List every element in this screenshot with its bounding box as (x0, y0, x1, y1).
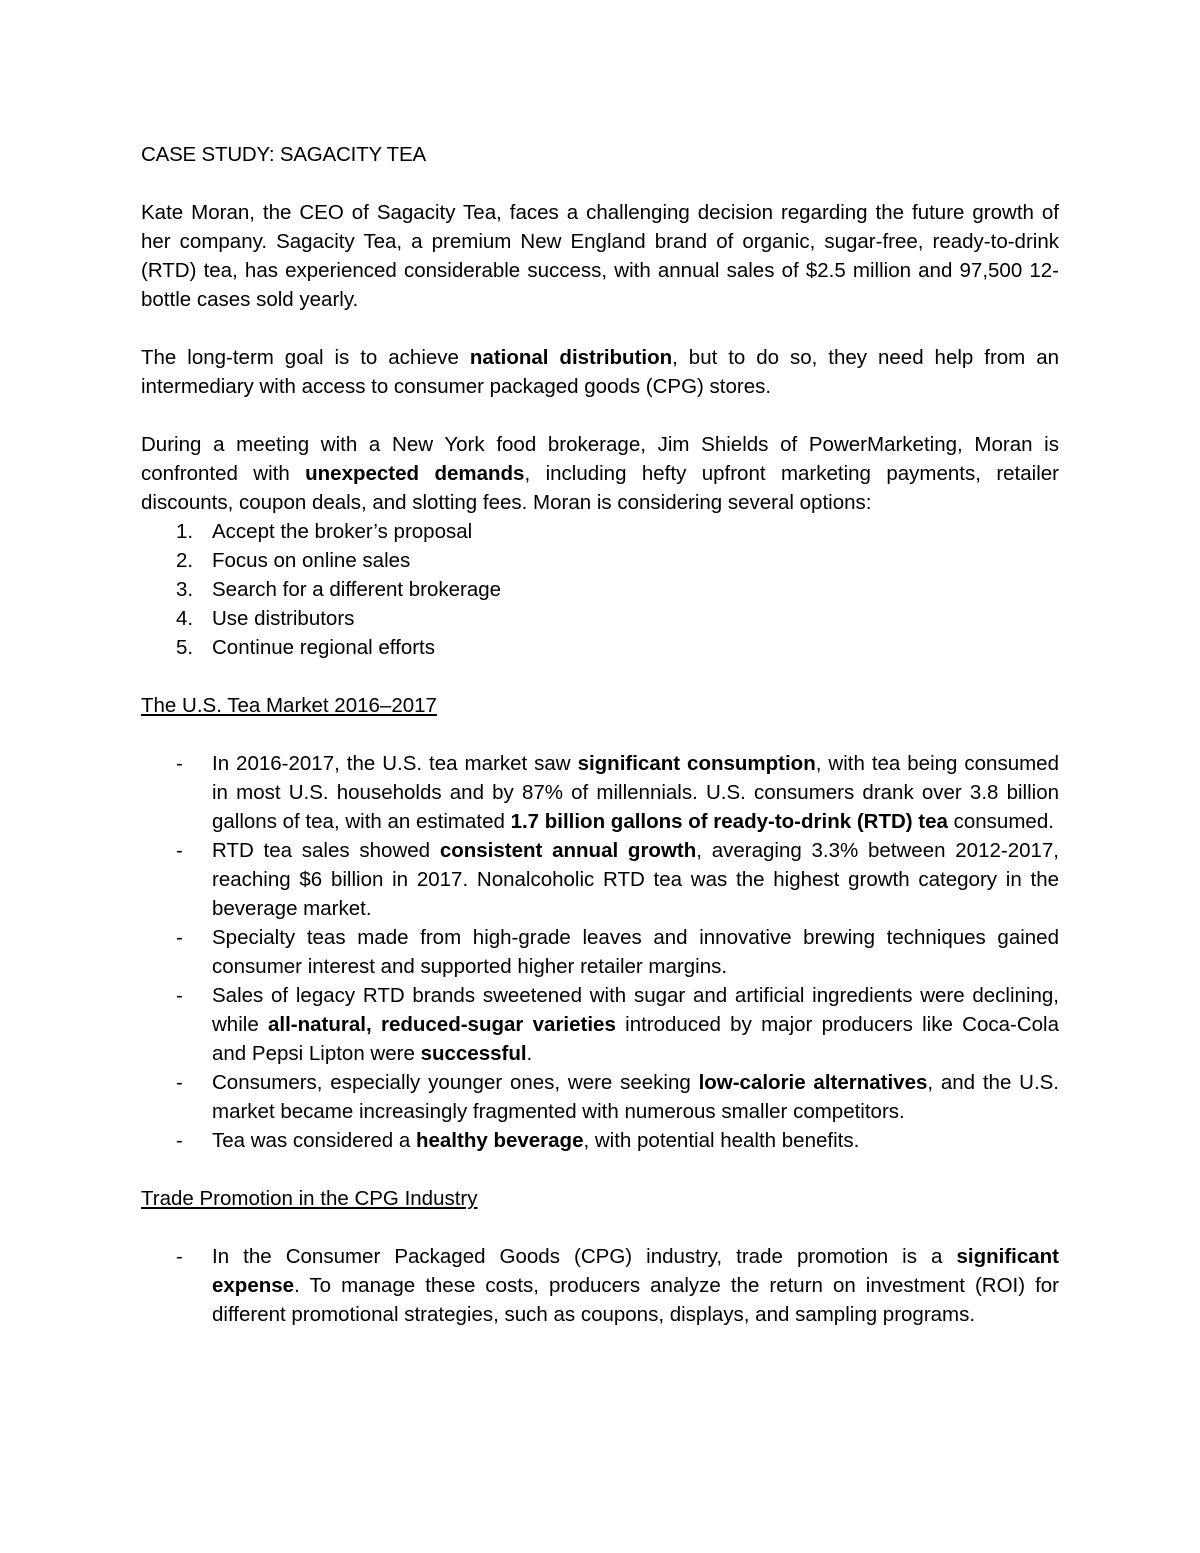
list-item (141, 633, 1059, 662)
text-run: . (526, 1042, 533, 1065)
text-run: , but to do so, they need help from an intermediary with access to consumer packaged goods (CPG) stores. (141, 346, 1059, 398)
text-run: The long-term goal is to achieve (141, 346, 470, 369)
bold-text: healthy beverage (415, 1129, 584, 1152)
document-page (141, 140, 1059, 1358)
text-run: In the Consumer Packaged Goods (CPG) industry, trade promotion is a (212, 1245, 957, 1268)
list-item (141, 1126, 1059, 1155)
list-text: Use distributors (212, 607, 355, 630)
bullet-dash: - (176, 1071, 183, 1094)
text-run: Consumers, especially younger ones, were seeking (212, 1071, 699, 1094)
list-item (141, 923, 1059, 981)
list-text: Continue regional efforts (212, 636, 435, 659)
section-heading-trade: Trade Promotion in the CPG Industry (141, 1187, 478, 1210)
list-item (141, 749, 1059, 836)
bold-text: significant expense (212, 1245, 1059, 1297)
intro-paragraph-1 (141, 198, 1059, 314)
text-run: introduced by major producers like Coca-Cola and Pepsi Lipton were (212, 1013, 1059, 1065)
bold-text: national distribution (469, 346, 673, 369)
text-run: , with tea being consumed in most U.S. households and by 87% of millennials. U.S. consumers drank over 3.8 billion gallons of tea, with an estimated (212, 752, 1059, 833)
list-item (141, 981, 1059, 1068)
trade-bullets (141, 1242, 1059, 1329)
text-run: In 2016-2017, the U.S. tea market saw (212, 752, 578, 775)
market-bullets (141, 749, 1059, 1155)
bold-text: significant consumption (577, 752, 816, 775)
list-item (141, 1242, 1059, 1329)
bullet-dash: - (176, 1245, 183, 1268)
text-run: RTD tea sales showed (212, 839, 440, 862)
bullet-dash: - (176, 1129, 183, 1152)
list-number: 4. (176, 607, 194, 630)
list-item (141, 1068, 1059, 1126)
intro-paragraph-2 (141, 343, 1059, 401)
list-number: 2. (176, 549, 194, 572)
list-item (141, 517, 1059, 546)
bold-text: 1.7 billion gallons of ready-to-drink (RTD) tea (510, 810, 948, 833)
section-heading-market: The U.S. Tea Market 2016–2017 (141, 694, 437, 717)
list-item (141, 546, 1059, 575)
list-item (141, 604, 1059, 633)
bold-text: unexpected demands (305, 462, 525, 485)
bullet-dash: - (176, 752, 183, 775)
bold-text: low-calorie alternatives (698, 1071, 928, 1094)
list-text: Focus on online sales (212, 549, 411, 572)
options-list (141, 517, 1059, 662)
list-text: Accept the broker’s proposal (212, 520, 473, 543)
text-run: , averaging 3.3% between 2012-2017, reaching $6 billion in 2017. Nonalcoholic RTD tea was the highest growth category in the beverage market. (212, 839, 1060, 920)
list-number: 3. (176, 578, 194, 601)
list-number: 1. (176, 520, 194, 543)
bold-text: consistent annual growth (439, 839, 697, 862)
text-run: . To manage these costs, producers analyze the return on investment (ROI) for different promotional strategies, such as coupons, displays, and sampling programs. (212, 1274, 1059, 1326)
list-number: 5. (176, 636, 194, 659)
text-run: Tea was considered a (212, 1129, 416, 1152)
bold-text: successful (420, 1042, 527, 1065)
bullet-dash: - (176, 926, 183, 949)
document-title: CASE STUDY: SAGACITY TEA (141, 143, 426, 166)
intro-paragraph-3 (141, 430, 1059, 517)
text-run: Specialty teas made from high-grade leaves and innovative brewing techniques gained consumer interest and supported higher retailer margins. (212, 926, 1059, 978)
list-text: Search for a different brokerage (212, 578, 502, 601)
text-run: , including hefty upfront marketing payments, retailer discounts, coupon deals, and slotting fees. Moran is considering several options: (141, 462, 1059, 514)
list-item (141, 575, 1059, 604)
bullet-dash: - (176, 839, 183, 862)
text-run: During a meeting with a New York food brokerage, Jim Shields of PowerMarketing, Moran is confronted with (141, 433, 1059, 485)
intro-text: Kate Moran, the CEO of Sagacity Tea, faces a challenging decision regarding the future growth of her company. Sagacity Tea, a premium New England brand of organic, sugar-free, ready-to-drink (RTD) tea, has experienced considerable success, with annual sales of $2.5 million and 97,500 12-bottle cases sold yearly. (141, 201, 1059, 311)
text-run: , with potential health benefits. (583, 1129, 860, 1152)
text-run: consumed. (947, 810, 1054, 833)
text-run: Sales of legacy RTD brands sweetened with sugar and artificial ingredients were declining, while (212, 984, 1059, 1036)
bold-text: all-natural, reduced-sugar varieties (268, 1013, 616, 1036)
text-run: , and the U.S. market became increasingly fragmented with numerous smaller competitors. (212, 1071, 1060, 1123)
bullet-dash: - (176, 984, 183, 1007)
list-item (141, 836, 1059, 923)
